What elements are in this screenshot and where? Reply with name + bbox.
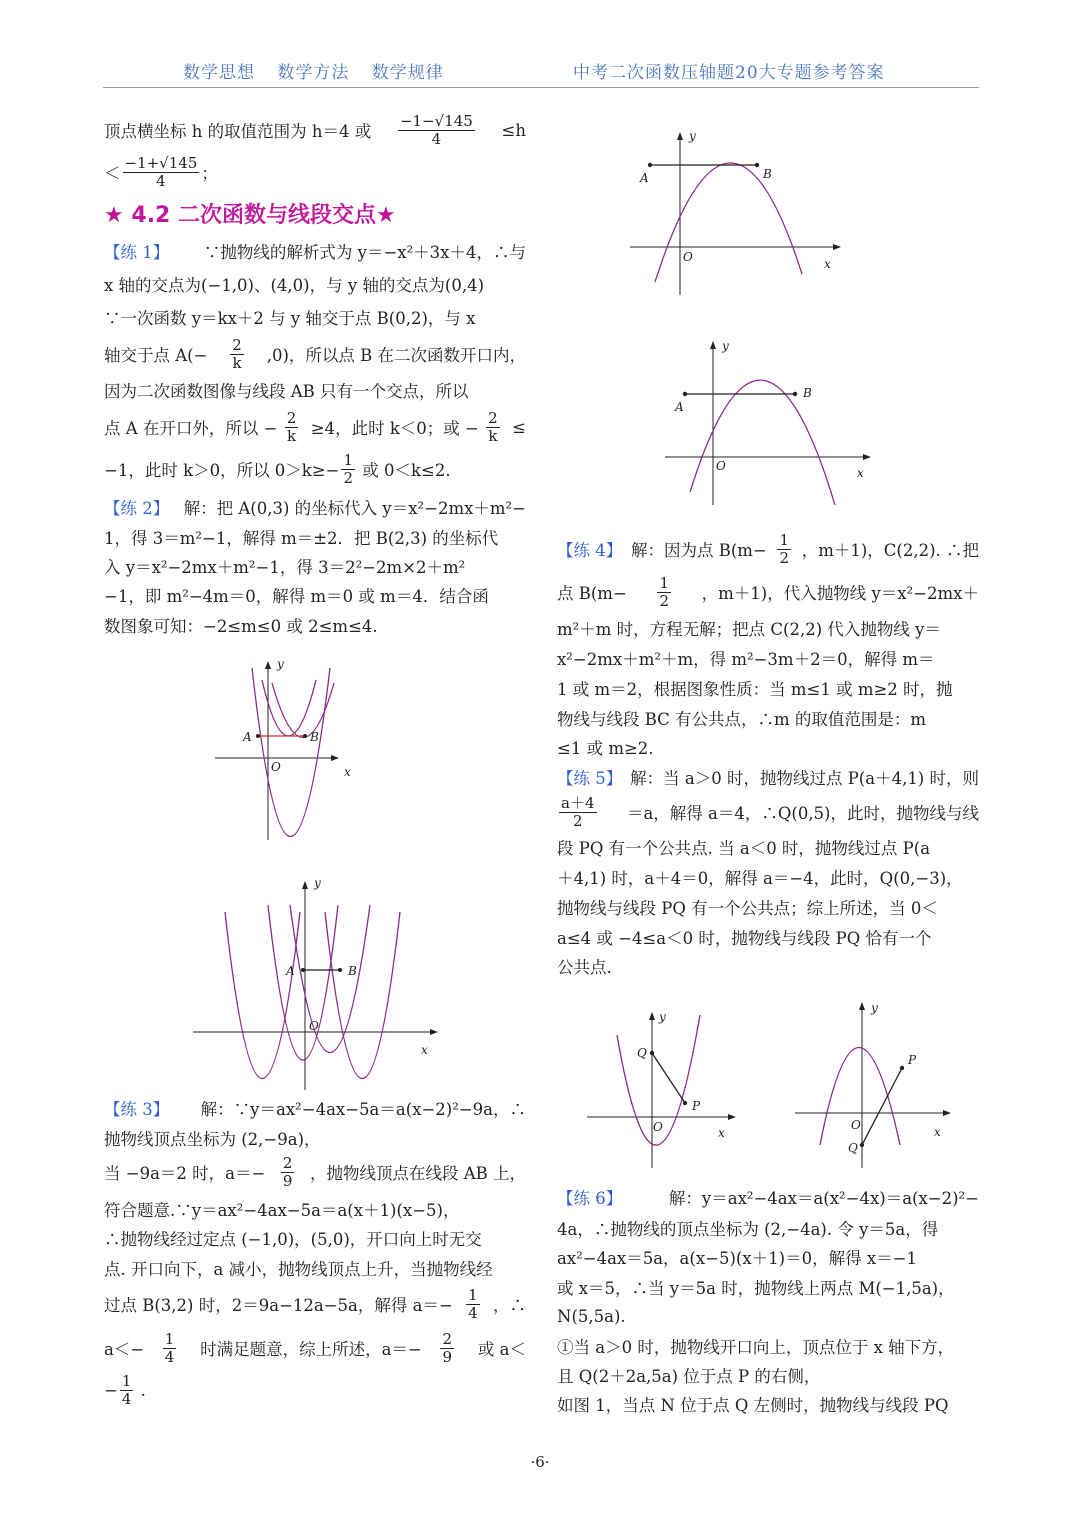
exercise-label: 【练 3】 xyxy=(104,1100,170,1119)
page-number: ·6· xyxy=(530,1453,550,1471)
label-origin: O xyxy=(653,1120,663,1134)
text-segment: a＜− xyxy=(104,1340,145,1359)
label-origin: O xyxy=(271,760,281,774)
point-a xyxy=(683,392,687,396)
fraction-denominator: 9 xyxy=(442,1347,453,1366)
label-y: y xyxy=(871,1001,878,1015)
label-p: P xyxy=(908,1053,917,1067)
text-segment: ，∴ xyxy=(493,1296,526,1315)
fraction-denominator: 2 xyxy=(343,468,354,487)
text-segment: 段 PQ 有一个公共点. 当 a＜0 时，抛物线过点 P(a xyxy=(557,839,931,858)
point-p xyxy=(900,1066,904,1070)
text-segment: 解：当 a＞0 时，抛物线过点 P(a＋4,1) 时，则 xyxy=(630,769,979,788)
text-segment: x 轴的交点为(−1,0)、(4,0)，与 y 轴的交点为(0,4) xyxy=(104,276,485,295)
label-x: x xyxy=(344,765,351,779)
label-y: y xyxy=(722,339,729,353)
text-segment: 1 或 m＝2，根据图象性质：当 m≤1 或 m≥2 时，抛 xyxy=(557,680,953,699)
exercise-label: 【练 4】 xyxy=(557,541,623,560)
text-segment: 解：把 A(0,3) 的坐标代入 y＝x²−2mx＋m²− xyxy=(183,499,526,518)
text-segment: 公共点. xyxy=(557,958,612,977)
point-a xyxy=(301,968,305,972)
exercise-label: 【练 5】 xyxy=(557,769,623,788)
text-segment: ∴抛物线经过定点 (−1,0)，(5,0)，开口向上时无交 xyxy=(104,1230,482,1249)
text-segment: m²＋m 时，方程无解；把点 C(2,2) 代入抛物线 y＝ xyxy=(557,620,941,639)
figure-6-graph xyxy=(795,1001,950,1168)
text-segment: ①当 a＞0 时，抛物线开口向上，顶点位于 x 轴下方， xyxy=(557,1338,955,1357)
text-segment: 或 a＜ xyxy=(472,1340,526,1359)
text-segment: ,0)，所以点 B 在二次函数开口内， xyxy=(266,346,526,365)
text-segment: 时满足题意，综上所述，a＝− xyxy=(194,1340,422,1359)
label-q: Q xyxy=(637,1046,647,1060)
fraction-denominator: 2 xyxy=(779,548,789,567)
label-x: x xyxy=(718,1126,725,1140)
text-segment: 顶点横坐标 h 的取值范围为 h＝4 或 xyxy=(104,122,377,141)
fraction-numerator: 1 xyxy=(779,530,789,549)
text-segment: ≤ xyxy=(506,417,526,437)
text-segment: ≥4，此时 k＜0；或 − xyxy=(305,419,479,438)
text-segment: 抛物线与线段 PQ 有一个公共点；综上所述，当 0＜ xyxy=(557,899,938,918)
text-segment: . xyxy=(135,1380,146,1400)
fraction-denominator: 4 xyxy=(156,171,166,190)
fraction-denominator: 2 xyxy=(572,811,583,830)
label-y: y xyxy=(659,1010,666,1024)
fraction-numerator: −1+√145 xyxy=(124,153,198,172)
fraction-denominator: 4 xyxy=(164,1347,175,1366)
label-y: y xyxy=(314,876,321,890)
label-origin: O xyxy=(309,1019,319,1033)
figure-3-graph xyxy=(630,129,840,295)
fraction-denominator: 4 xyxy=(468,1303,478,1322)
fraction-numerator: 1 xyxy=(659,573,669,592)
parabola-curve xyxy=(325,912,400,1079)
fraction-numerator: 1 xyxy=(121,1371,132,1390)
point-b xyxy=(303,734,307,738)
label-b: B xyxy=(763,167,772,181)
label-a: A xyxy=(675,400,684,414)
figure-1-graph xyxy=(215,657,351,840)
text-segment: ，m＋1)，C(2,2). ∴把 xyxy=(801,541,979,560)
label-origin: O xyxy=(683,250,693,264)
text-segment: ∵一次函数 y＝kx＋2 与 y 轴交于点 B(0,2)，与 x xyxy=(104,309,476,328)
fraction-numerator: a＋4 xyxy=(561,793,595,812)
text-segment: ax²−4ax＝5a，a(x−5)(x＋1)＝0，解得 x＝−1 xyxy=(557,1249,917,1268)
text-segment: 符合题意.∵y＝ax²−4ax−5a＝a(x＋1)(x−5)， xyxy=(104,1201,460,1220)
fraction-numerator: 1 xyxy=(343,450,354,469)
label-a: A xyxy=(286,964,295,978)
parabola-curve xyxy=(262,680,316,736)
label-x: x xyxy=(421,1043,428,1057)
figure-5-graph xyxy=(587,1010,735,1168)
text-segment: 解：因为点 B(m− xyxy=(630,541,767,560)
point-q xyxy=(860,1143,864,1147)
label-a: A xyxy=(243,730,252,744)
text-segment: ≤h xyxy=(496,120,526,140)
fraction-denominator: 4 xyxy=(121,1389,132,1408)
text-segment: 点 B(m− xyxy=(557,584,627,603)
exercise-label: 【练 2】 xyxy=(104,499,170,518)
text-segment: a≤4 或 −4≤a＜0 时，抛物线与线段 PQ 恰有一个 xyxy=(557,929,932,948)
text-segment: N(5,5a). xyxy=(557,1306,626,1326)
text-segment: 入 y＝x²−2mx＋m²−1，得 3＝2²−2m×2＋m² xyxy=(104,558,466,577)
label-q: Q xyxy=(848,1141,858,1155)
fraction-numerator: 2 xyxy=(286,408,297,427)
text-segment: 4a，∴抛物线的顶点坐标为 (2,−4a). 令 y＝5a，得 xyxy=(557,1220,939,1239)
parabola-curve xyxy=(655,163,802,282)
text-segment: 或 x＝5，∴当 y＝5a 时，抛物线上两点 M(−1,5a)， xyxy=(557,1279,955,1298)
segment-pq xyxy=(652,1053,685,1103)
text-segment: ，m＋1)，代入抛物线 y＝x²−2mx＋ xyxy=(701,584,979,603)
figure-2-graph xyxy=(193,876,437,1090)
text-segment: 过点 B(3,2) 时，2＝9a−12a−5a，解得 a＝− xyxy=(104,1296,453,1315)
fraction-numerator: 2 xyxy=(232,335,242,354)
text-segment: 当 −9a＝2 时，a＝− xyxy=(104,1164,266,1183)
fraction-denominator: k xyxy=(286,426,297,445)
text-segment: ∵抛物线的解析式为 y＝−x²＋3x＋4，∴与 xyxy=(203,243,526,262)
text-segment: 如图 1，当点 N 位于点 Q 左侧时，抛物线与线段 PQ xyxy=(557,1396,949,1415)
fraction-numerator: 2 xyxy=(442,1329,453,1348)
text-segment: 因为二次函数图像与线段 AB 只有一个交点，所以 xyxy=(104,382,469,401)
label-b: B xyxy=(348,964,357,978)
text-segment: ，抛物线顶点在线段 AB 上， xyxy=(309,1164,526,1183)
parabola-curve xyxy=(225,912,300,1079)
label-p: P xyxy=(692,1099,701,1113)
point-a xyxy=(648,163,652,167)
text-segment: x²−2mx＋m²＋m，得 m²−3m＋2＝0，解得 m＝ xyxy=(557,650,935,669)
fraction-denominator: 9 xyxy=(282,1171,293,1190)
text-segment: 1，得 3＝m²−1，解得 m＝±2．把 B(2,3) 的坐标代 xyxy=(104,529,499,548)
text-segment: 物线与线段 BC 有公共点，∴m 的取值范围是：m xyxy=(557,710,927,729)
label-y: y xyxy=(689,129,696,143)
text-segment: ＝a，解得 a＝4，∴Q(0,5)，此时，抛物线与线 xyxy=(626,804,979,823)
section-heading: ★ 4.2 二次函数与线段交点★ xyxy=(104,203,396,228)
fraction-denominator: 4 xyxy=(431,129,442,148)
label-y: y xyxy=(277,657,284,671)
fraction-denominator: k xyxy=(488,426,498,445)
text-segment: 点. 开口向下，a 减小，抛物线顶点上升，当抛物线经 xyxy=(104,1260,493,1279)
text-segment: 解：y＝ax²−4ax＝a(x²−4x)＝a(x−2)²− xyxy=(668,1189,979,1208)
parabola-curve xyxy=(272,683,334,738)
header-right-title: 中考二次函数压轴题20大专题参考答案 xyxy=(573,63,885,83)
point-p xyxy=(683,1101,687,1105)
fraction-numerator: 2 xyxy=(488,408,498,427)
parabola-curve xyxy=(690,380,835,505)
point-b xyxy=(338,968,342,972)
text-segment: ＜ xyxy=(104,164,121,183)
fraction-numerator: −1−√145 xyxy=(399,111,473,130)
text-segment: 抛物线顶点坐标为 (2,−9a)， xyxy=(104,1130,321,1149)
text-segment: 数图象可知：−2≤m≤0 或 2≤m≤4. xyxy=(104,617,378,636)
exercise-label: 【练 1】 xyxy=(104,243,170,262)
figure-4-graph xyxy=(665,339,870,505)
fraction-numerator: 1 xyxy=(468,1285,478,1304)
label-x: x xyxy=(934,1125,941,1139)
text-segment: ≤1 或 m≥2. xyxy=(557,739,654,758)
text-segment: −1，此时 k＞0，所以 0＞k≥− xyxy=(104,461,340,480)
text-segment: 或 0＜k≤2. xyxy=(357,461,451,480)
label-origin: O xyxy=(851,1118,861,1132)
label-origin: O xyxy=(716,459,726,473)
fraction-denominator: k xyxy=(232,353,242,372)
label-b: B xyxy=(310,730,319,744)
header-left-tagline: 数学思想 数学方法 数学规律 xyxy=(183,63,444,83)
point-b xyxy=(793,392,797,396)
label-b: B xyxy=(803,386,812,400)
text-segment: ＋4,1) 时，a＋4＝0，解得 a＝−4，此时，Q(0,−3)， xyxy=(557,869,963,888)
text-segment: −1，即 m²−4m＝0，解得 m＝0 或 m＝4．结合函 xyxy=(104,587,489,606)
parabola-curve xyxy=(290,905,370,1053)
fraction-denominator: 2 xyxy=(659,591,669,610)
parabola-curve xyxy=(252,668,330,837)
point-b xyxy=(755,163,759,167)
label-x: x xyxy=(857,466,864,480)
point-a xyxy=(256,734,260,738)
point-q xyxy=(650,1051,654,1055)
exercise-label: 【练 6】 xyxy=(557,1189,623,1208)
text-segment: 且 Q(2＋2a,5a) 位于点 P 的右侧， xyxy=(557,1367,821,1386)
fraction-numerator: 2 xyxy=(282,1153,293,1172)
text-segment: − xyxy=(104,1380,118,1400)
fraction-numerator: 1 xyxy=(164,1329,175,1348)
text-segment: 解：∵y＝ax²−4ax−5a＝a(x−2)²−9a，∴ xyxy=(200,1100,526,1119)
label-x: x xyxy=(824,257,831,271)
text-segment: ； xyxy=(201,164,218,183)
text-segment: 轴交于点 A(− xyxy=(104,346,208,365)
label-a: A xyxy=(640,171,649,185)
text-segment: 点 A 在开口外，所以 − xyxy=(104,419,278,438)
